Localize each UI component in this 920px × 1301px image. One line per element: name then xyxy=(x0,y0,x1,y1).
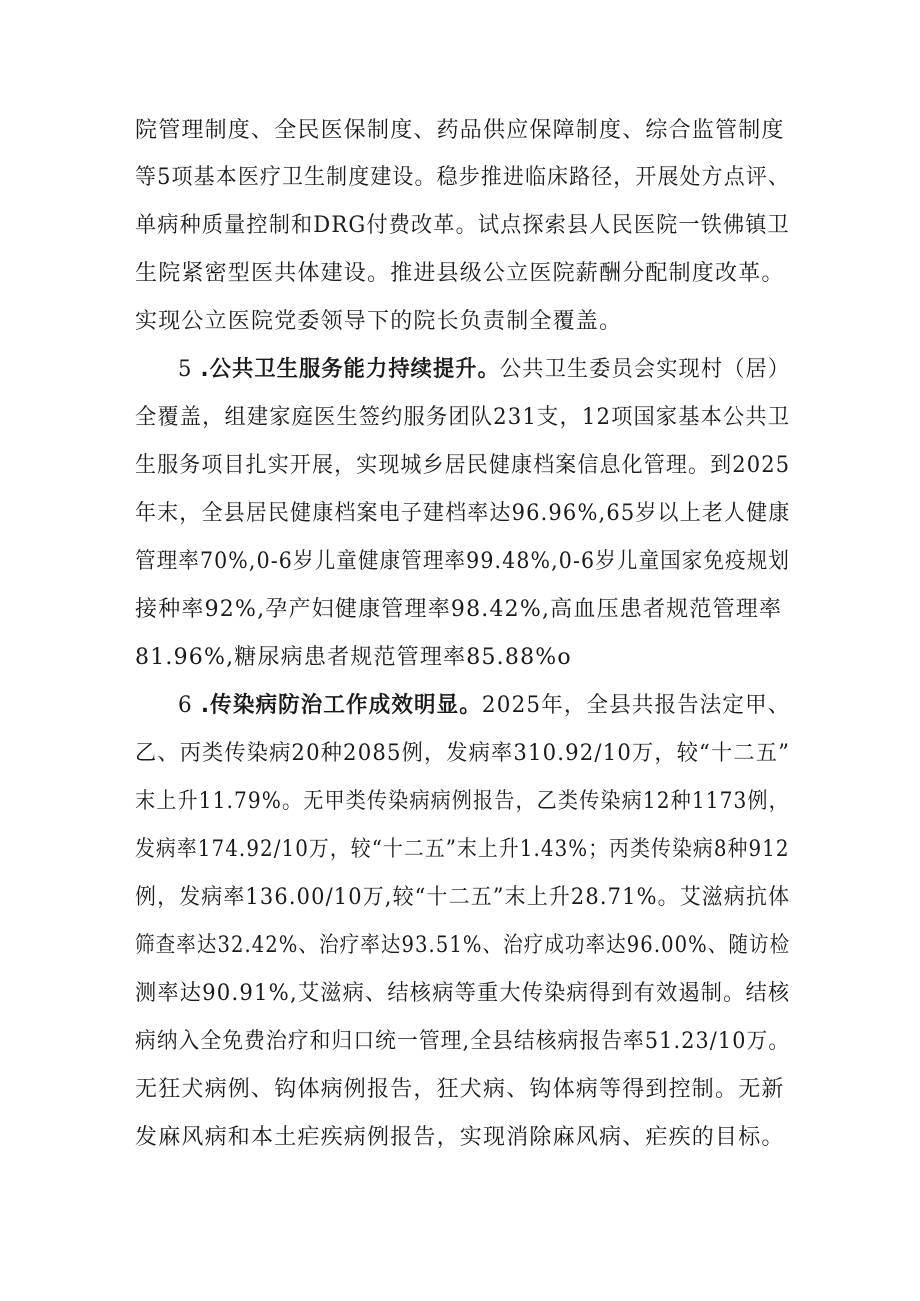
paragraph-line: 发病率174.92/10万，较“十二五”末上升1.43%；丙类传染病8种912 xyxy=(135,837,790,862)
paragraph-line: 全覆盖，组建家庭医生签约服务团队231支，12项国家基本公共卫 xyxy=(135,405,791,430)
section-5-heading: .公共卫生服务能力持续提升。 xyxy=(200,357,500,382)
paragraph-line: 年末，全县居民健康档案电子建档率达96.96%,65岁以上老人健康 xyxy=(135,501,791,526)
paragraph-line: 81.96%,糖尿病患者规范管理率85.88%o xyxy=(135,645,572,670)
paragraph-line: 生服务项目扎实开展，实现城乡居民健康档案信息化管理。到2025 xyxy=(135,453,791,478)
paragraph-line: 管理率70%,0-6岁儿童健康管理率99.48%,0-6岁儿童国家免疫规划 xyxy=(135,549,791,574)
paragraph-line: 接种率92%,孕产妇健康管理率98.42%,高血压患者规范管理率 xyxy=(135,597,783,622)
paragraph-line: 生院紧密型医共体建设。推进县级公立医院薪酬分配制度改革。 xyxy=(135,261,785,286)
paragraph-line: 测率达90.91%,艾滋病、结核病等重大传染病得到有效遏制。结核 xyxy=(135,981,791,1006)
paragraph-line: 等5项基本医疗卫生制度建设。稳步推进临床路径，开展处方点评、 xyxy=(135,165,790,190)
paragraph-line: 例，发病率136.00/10万,较“十二五”末上升28.71%。艾滋病抗体 xyxy=(135,885,791,910)
section-5-first-line xyxy=(178,359,790,381)
section-5-number: 5 xyxy=(178,357,193,382)
paragraph-line: 病纳入全免费治疗和归口统一管理,全县结核病报告率51.23/10万。 xyxy=(135,1029,791,1054)
section-6-heading: .传染病防治工作成效明显。 xyxy=(200,693,482,718)
section-6-number: 6 xyxy=(178,693,193,718)
paragraph-line: 院管理制度、全民医保制度、药品供应保障制度、综合监管制度 xyxy=(135,118,785,143)
paragraph-line: 乙、丙类传染病20种2085例，发病率310.92/10万，较“十二五” xyxy=(135,741,791,766)
paragraph-line: 末上升11.79%。无甲类传染病病例报告，乙类传染病12种1173例， xyxy=(135,789,790,814)
section-5-first-text: 公共卫生委员会实现村（居） xyxy=(499,357,791,382)
paragraph-line: 筛查率达32.42%、治疗率达93.51%、治疗成功率达96.00%、随访检 xyxy=(135,933,791,958)
section-6-first-text: 2025年，全县共报告法定甲、 xyxy=(481,693,791,718)
section-6-first-line xyxy=(178,695,790,717)
paragraph-line: 实现公立医院党委领导下的院长负责制全覆盖。 xyxy=(135,309,623,334)
paragraph-line: 发麻风病和本土疟疾病例报告，实现消除麻风病、疟疾的目标。 xyxy=(135,1125,785,1150)
paragraph-line: 单病种质量控制和DRG付费改革。试点探索县人民医院一铁佛镇卫 xyxy=(135,213,790,238)
paragraph-line: 无狂犬病例、钩体病例报告，狂犬病、钩体病等得到控制。无新 xyxy=(135,1077,785,1102)
